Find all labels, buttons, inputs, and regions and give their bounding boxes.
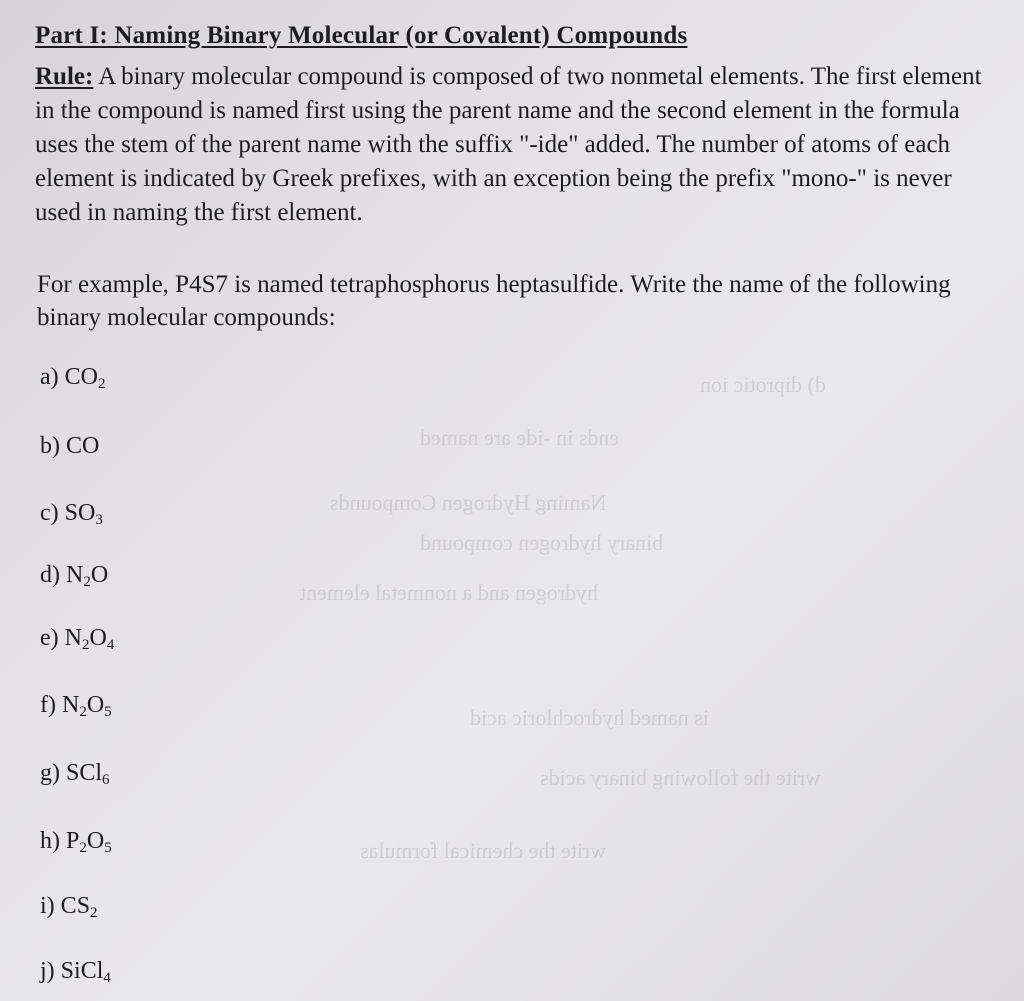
bleed-through-decoration: ends in -ide are named (420, 425, 620, 450)
element-symbol: C (66, 433, 83, 459)
compound-item (40, 760, 110, 787)
chemical-formula (61, 893, 98, 919)
compound-item (40, 828, 112, 855)
item-letter: c) (40, 500, 65, 526)
item-letter: f) (40, 692, 62, 718)
element-symbol: S (66, 760, 80, 786)
element-symbol: N (61, 692, 80, 718)
atom-count-subscript: 4 (106, 637, 115, 653)
bleed-through-decoration: is named hydrochloric acid (470, 705, 709, 730)
bleed-through-decoration: Naming Hydrogen Compounds (330, 490, 607, 515)
item-letter: h) (40, 828, 66, 854)
atom-count-subscript: 2 (82, 637, 90, 653)
chemical-formula (66, 760, 110, 786)
atom-count-subscript: 4 (103, 970, 111, 986)
element-symbol: Si (60, 958, 81, 984)
rule-text: A binary molecular compound is composed of two nonmetal elements. The first element in the compound is named first using the parent name and the second element in the formula uses the stem of the parent name with the suffix "-ide" added. The number of atoms of each element is indicated by Greek prefixes, with an exception being the prefix "mono-" is never used in naming the first element. (35, 63, 982, 226)
element-symbol: Cl (80, 958, 104, 984)
rule-label: Rule: (35, 63, 94, 90)
atom-count-subscript: 6 (102, 772, 110, 788)
rule-paragraph (35, 60, 1000, 230)
element-symbol: O (82, 433, 100, 459)
element-symbol: Cl (79, 760, 103, 786)
bleed-through-decoration: d) diprotic ion (700, 372, 826, 397)
chemical-formula (66, 562, 108, 588)
chemical-formula (62, 692, 112, 718)
atom-count-subscript: 2 (98, 376, 106, 392)
bleed-through-decoration: write the following binary acids (540, 765, 822, 790)
chemical-formula (61, 958, 111, 984)
chemical-formula (66, 828, 112, 854)
atom-count-subscript: 2 (79, 704, 87, 720)
atom-count-subscript: 2 (79, 840, 87, 856)
compound-item (40, 958, 111, 985)
page-title: Part I: Naming Binary Molecular (or Covalent) Compounds (35, 22, 688, 49)
element-symbol: S (64, 500, 79, 526)
chemical-formula (65, 500, 103, 526)
compound-item (40, 562, 108, 589)
chemical-formula (65, 625, 115, 651)
atom-count-subscript: 5 (104, 840, 112, 856)
item-letter: g) (40, 760, 66, 786)
element-symbol: O (86, 828, 105, 854)
element-symbol: N (66, 562, 84, 588)
element-symbol: O (78, 500, 96, 526)
element-symbol: S (76, 893, 91, 919)
atom-count-subscript: 2 (83, 574, 91, 590)
compound-item (40, 893, 98, 920)
chemical-formula (66, 433, 99, 459)
compound-item (40, 625, 114, 652)
compound-item (40, 500, 103, 527)
element-symbol: C (64, 364, 81, 390)
element-symbol: O (80, 364, 99, 390)
element-symbol: O (90, 562, 109, 588)
element-symbol: O (89, 625, 107, 651)
atom-count-subscript: 2 (90, 905, 98, 921)
item-letter: a) (40, 364, 65, 390)
item-letter: e) (40, 625, 65, 651)
item-letter: d) (40, 562, 66, 588)
element-symbol: O (86, 692, 105, 718)
item-letter: j) (40, 958, 61, 984)
item-letter: i) (40, 893, 61, 919)
compound-item (40, 692, 112, 719)
atom-count-subscript: 3 (95, 512, 103, 528)
element-symbol: P (66, 828, 80, 854)
bleed-through-decoration: write the chemical formulas (360, 838, 607, 863)
item-letter: b) (40, 433, 66, 459)
bleed-through-decoration: binary hydrogen compound (420, 530, 664, 555)
compound-item (40, 364, 106, 391)
bleed-through-decoration: hydrogen and a nonmetal element (300, 580, 599, 605)
element-symbol: C (60, 893, 77, 919)
atom-count-subscript: 5 (104, 704, 112, 720)
chemical-formula (65, 364, 106, 390)
element-symbol: N (64, 625, 82, 651)
example-paragraph: For example, P4S7 is named tetraphosphorus heptasulfide. Write the name of the following binary molecular compounds: (37, 271, 951, 331)
compound-item (40, 433, 99, 460)
